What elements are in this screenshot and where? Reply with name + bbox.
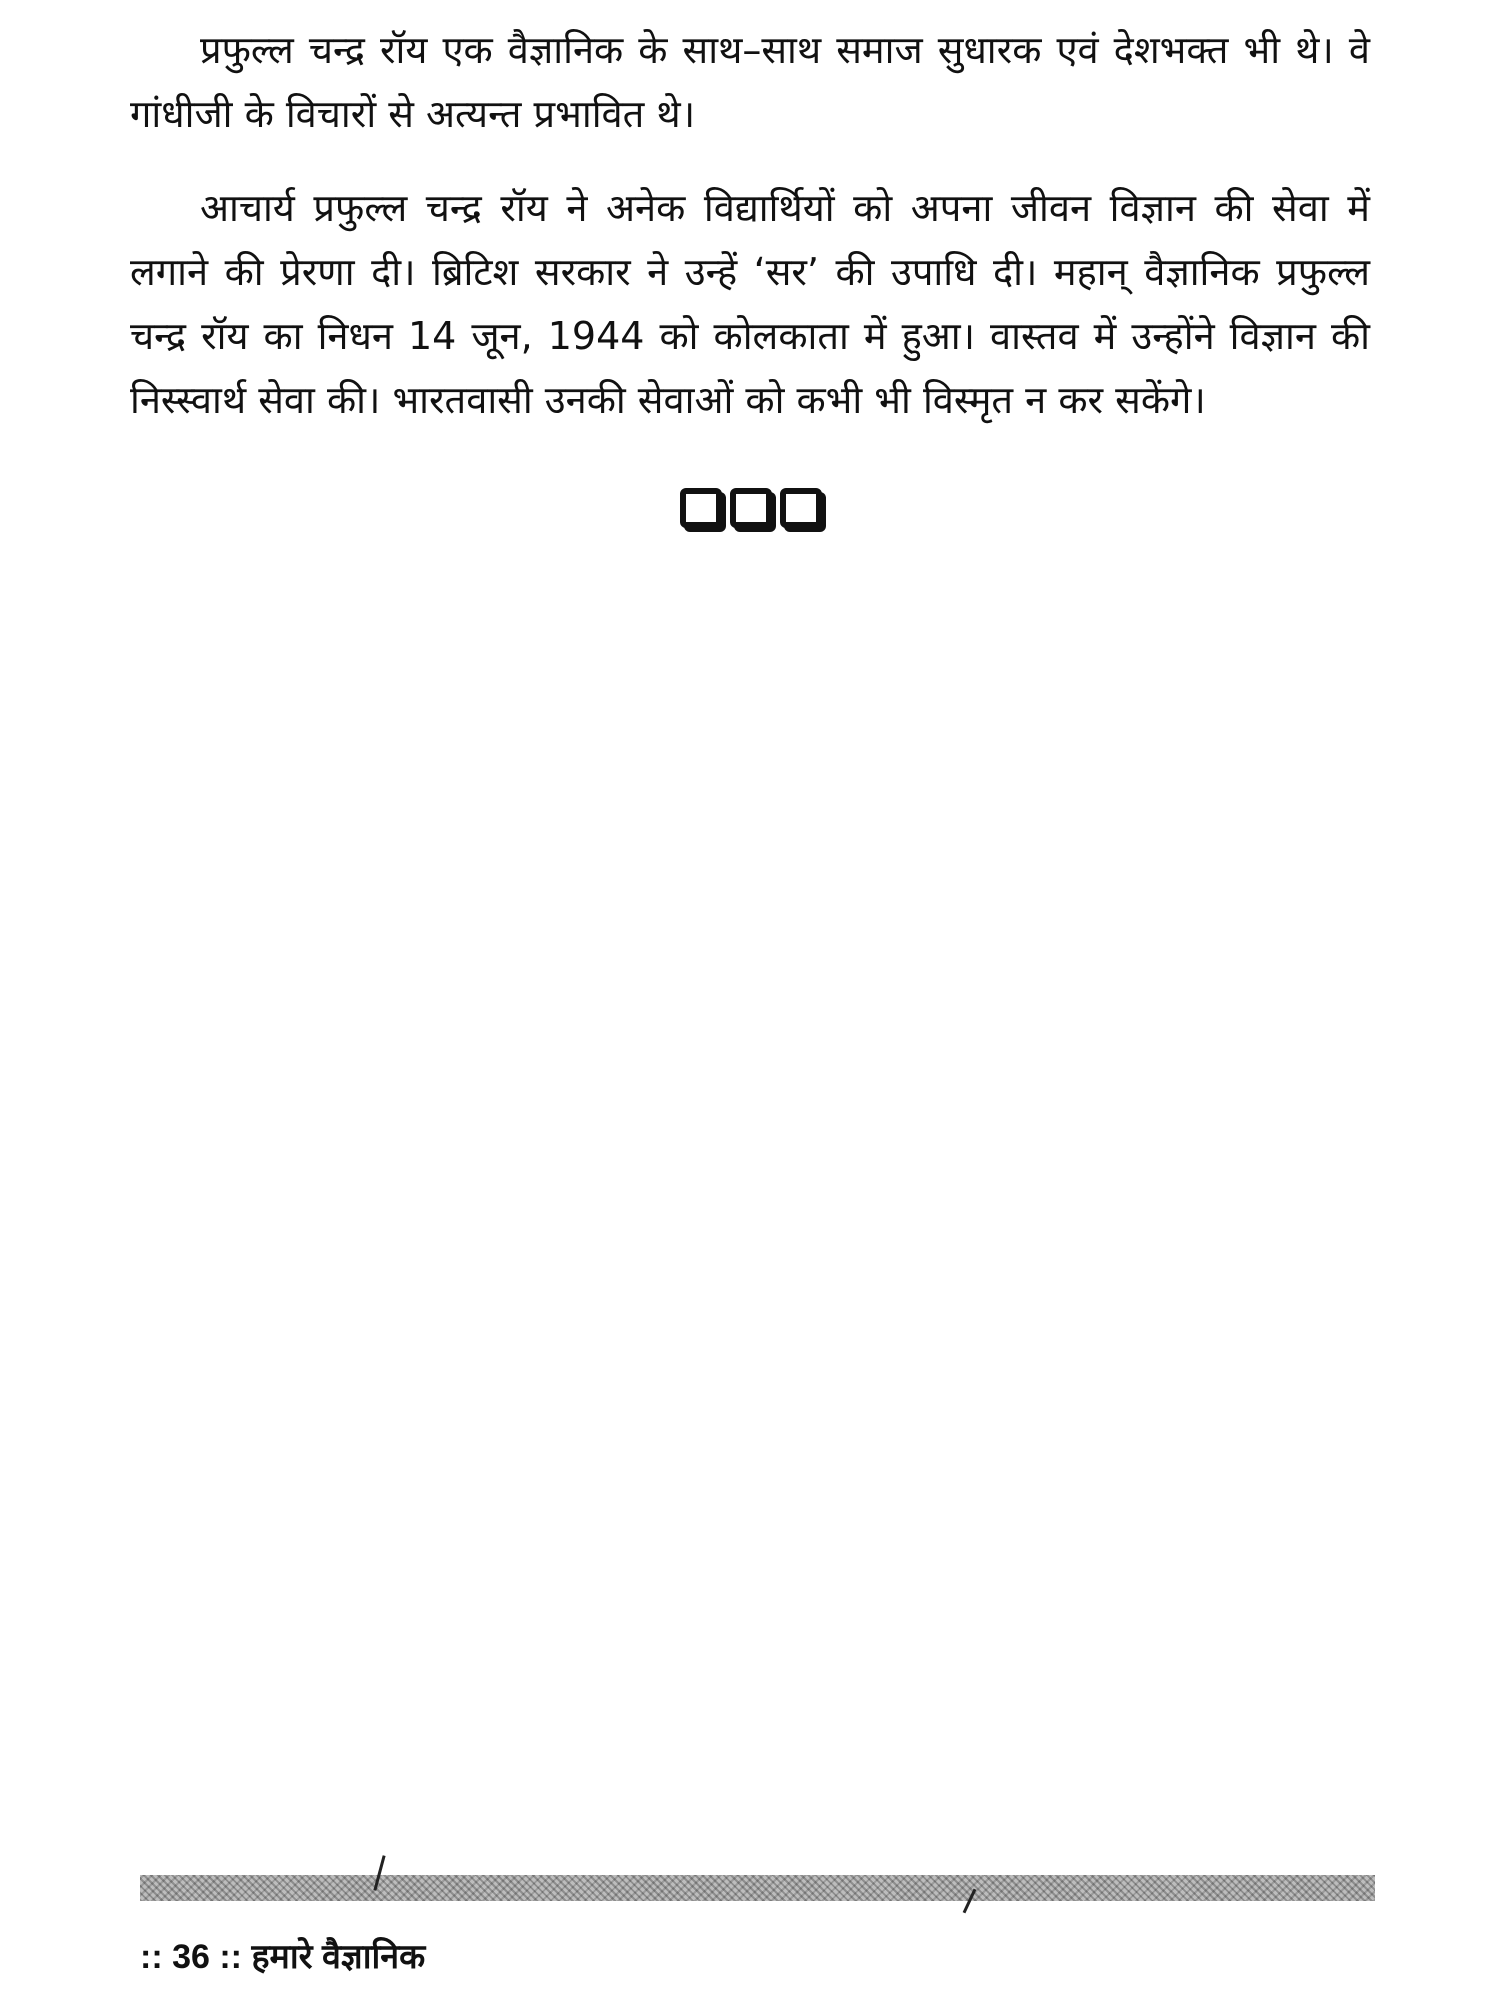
body-text — [130, 18, 1370, 462]
section-end-icon — [680, 488, 822, 528]
footer-divider — [140, 1875, 1375, 1901]
paragraph-1: प्रफुल्ल चन्द्र रॉय एक वैज्ञानिक के साथ–साथ समाज सुधारक एवं देशभक्त भी थे। वे गांधीजी के विचारों से अत्यन्त प्रभावित थे। — [130, 28, 1370, 136]
paragraph-2: आचार्य प्रफुल्ल चन्द्र रॉय ने अनेक विद्यार्थियों को अपना जीवन विज्ञान की सेवा में लगाने की प्रेरणा दी। ब्रिटिश सरकार ने उन्हें ‘सर’ की उपाधि दी। महान् वैज्ञानिक प्रफुल्ल चन्द्र रॉय का निधन 14 जून, 1944 को कोलकाता में हुआ। वास्तव में उन्होंने विज्ञान की निस्स्वार्थ सेवा की। भारतवासी उनकी सेवाओं को कभी भी विस्मृत न कर सकेंगे। — [130, 186, 1370, 422]
end-box-icon — [680, 488, 722, 528]
end-box-icon — [730, 488, 772, 528]
page-footer: :: 36 :: हमारे वैज्ञानिक — [140, 1938, 426, 1976]
end-box-icon — [780, 488, 822, 528]
